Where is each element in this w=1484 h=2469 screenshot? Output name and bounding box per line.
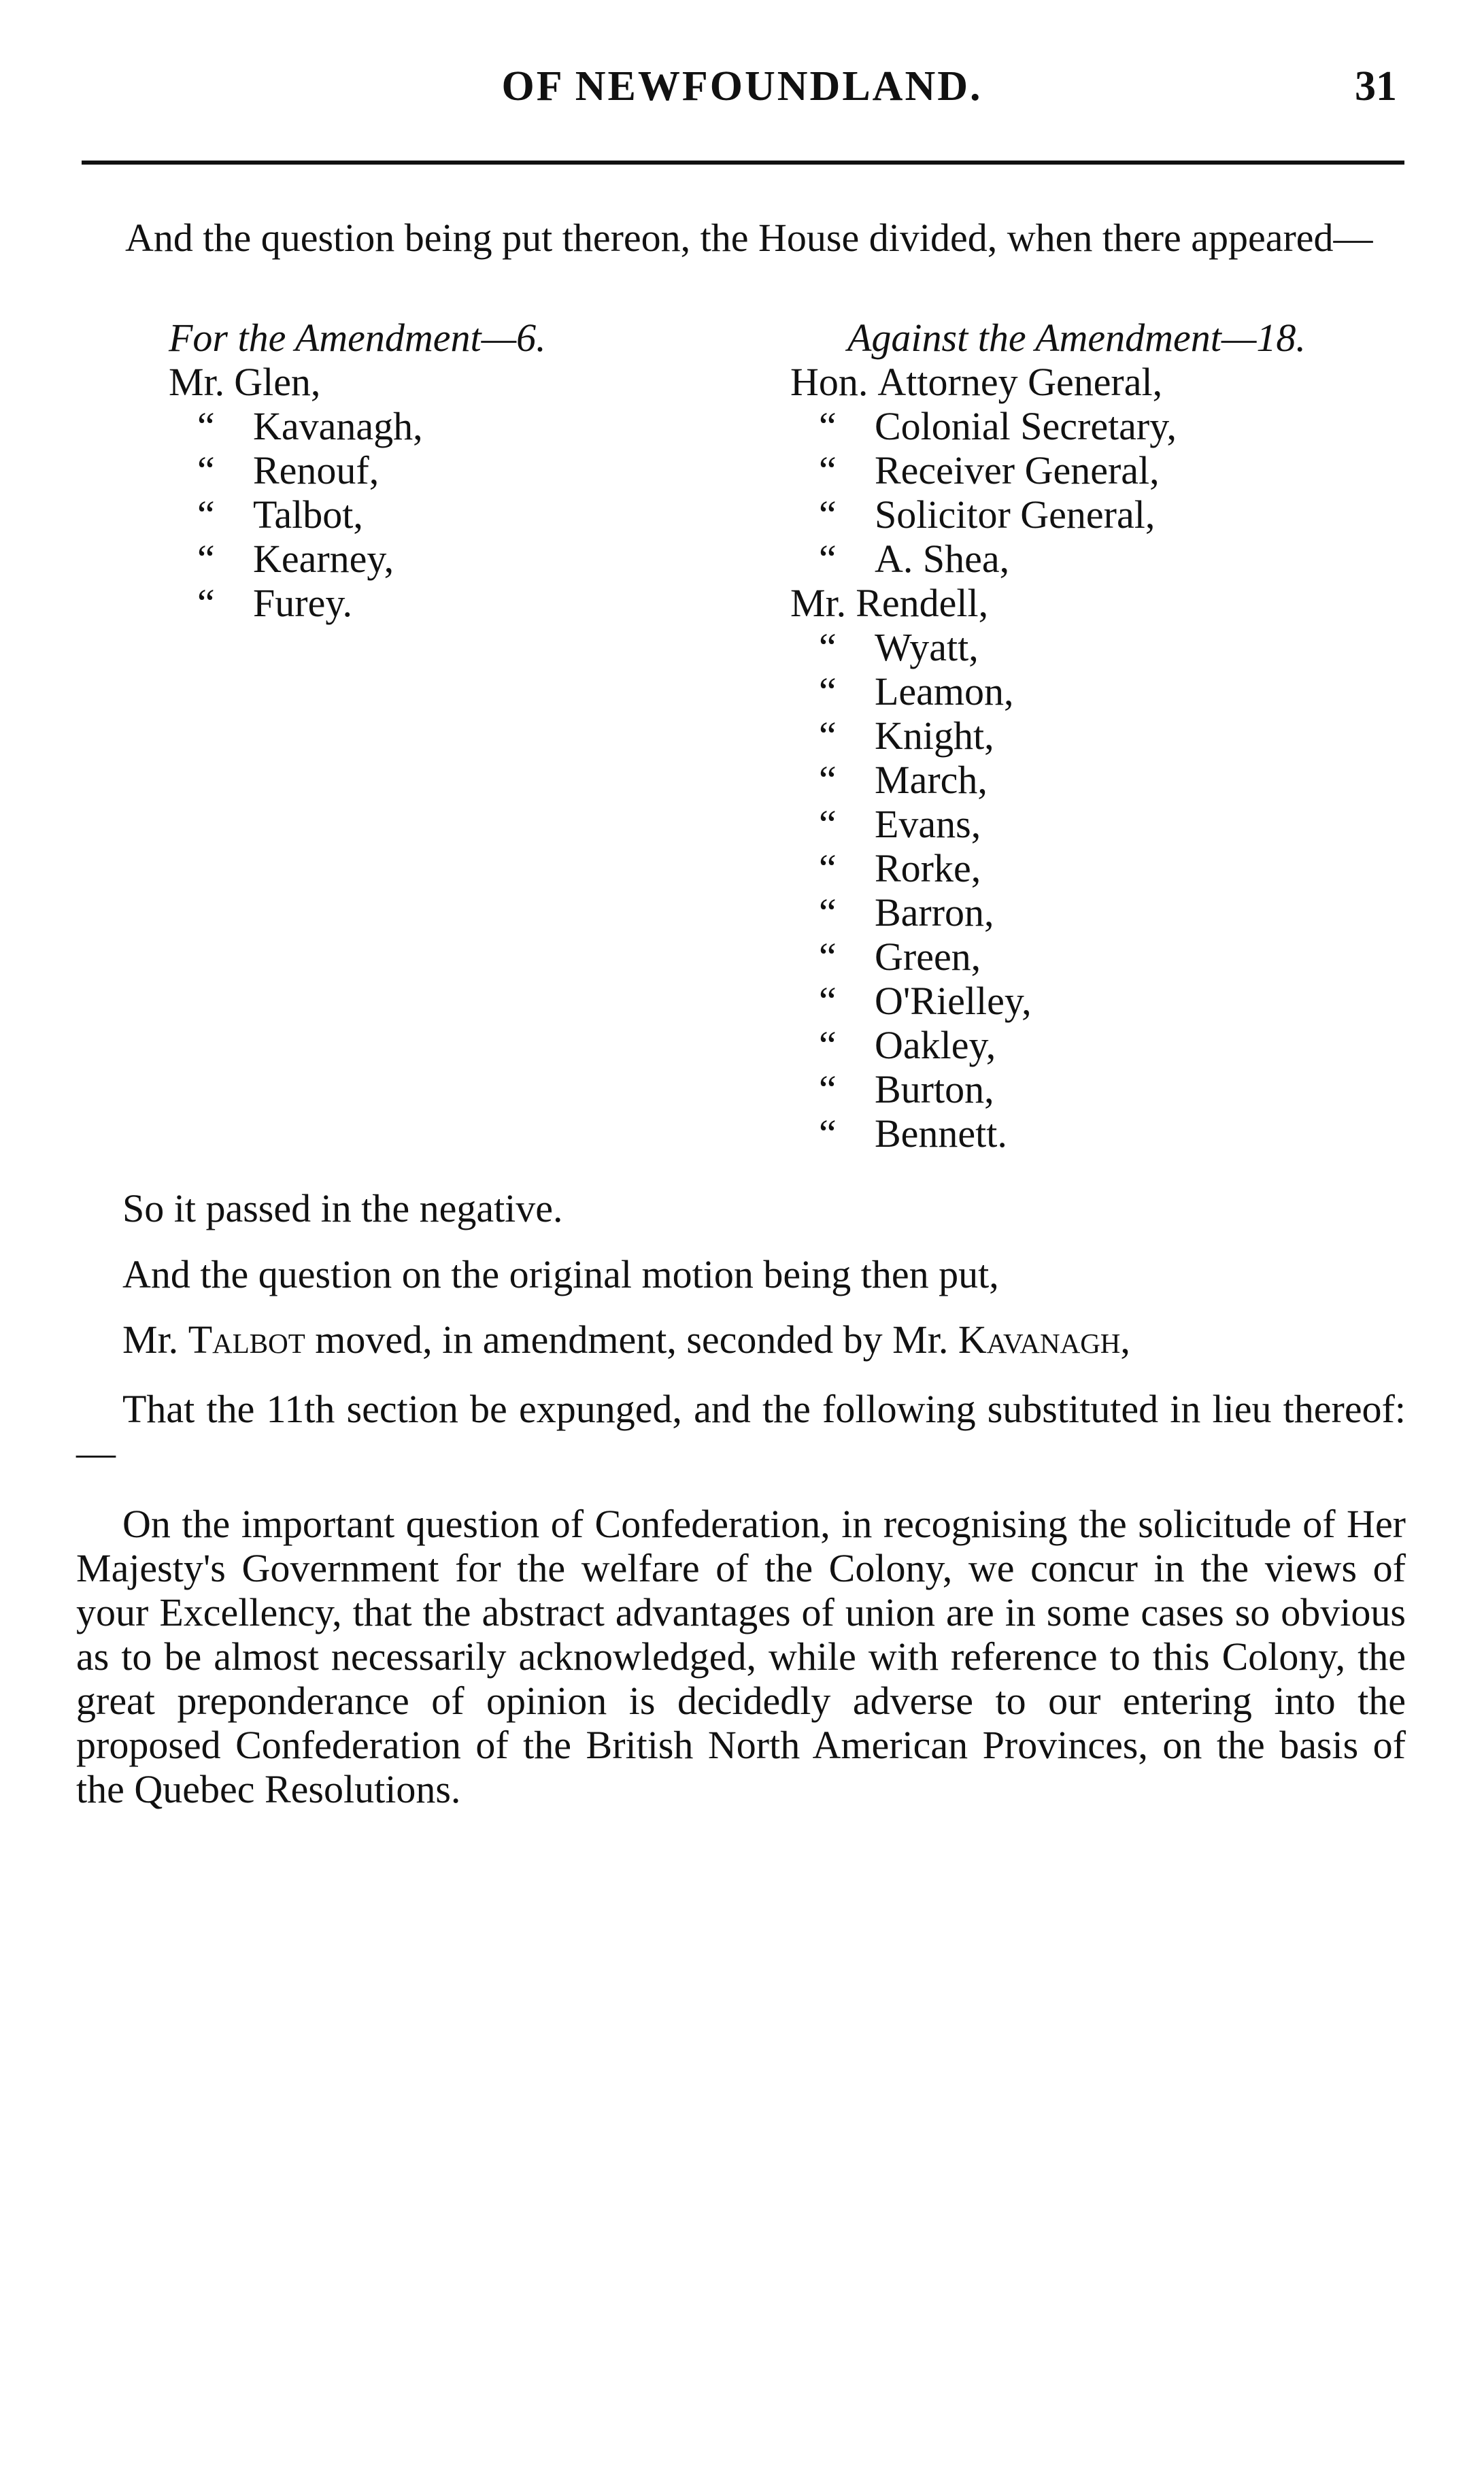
against-amendment-column bbox=[790, 316, 1402, 1156]
voter-name: Evans, bbox=[875, 802, 981, 846]
running-title: OF NEWFOUNDLAND. bbox=[501, 63, 983, 110]
ditto-mark: “ bbox=[819, 979, 837, 1023]
ditto-mark: “ bbox=[819, 935, 837, 979]
moved-text: moved, in amendment, seconded by bbox=[315, 1317, 883, 1362]
voter-prefix: Mr. bbox=[169, 360, 225, 404]
voter-name: Rendell, bbox=[856, 581, 989, 625]
voter-prefix: Hon. bbox=[790, 360, 869, 404]
header-rule bbox=[82, 161, 1404, 165]
running-head bbox=[0, 63, 1484, 124]
voter-name: Wyatt, bbox=[875, 625, 979, 669]
mover-name: Talbot bbox=[188, 1317, 305, 1362]
voter-against bbox=[790, 758, 1402, 802]
ditto-mark: “ bbox=[197, 448, 215, 492]
ditto-mark: “ bbox=[819, 890, 837, 935]
voter-against bbox=[790, 713, 1402, 758]
voter-against bbox=[790, 1067, 1402, 1111]
negative-result-paragraph: So it passed in the negative. bbox=[122, 1186, 563, 1230]
voter-against bbox=[790, 890, 1402, 935]
against-amendment-heading: Against the Amendment—18. bbox=[847, 316, 1306, 360]
moved-end-punctuation: , bbox=[1120, 1317, 1130, 1362]
voter-name: Kearney, bbox=[253, 537, 394, 581]
voter-name: Barron, bbox=[875, 890, 994, 935]
for-amendment-heading: For the Amendment—6. bbox=[169, 316, 546, 360]
voter-name: Rorke, bbox=[875, 846, 981, 890]
division-intro-paragraph: And the question being put thereon, the House divided, when there appeared— bbox=[125, 216, 1373, 260]
voter-for bbox=[169, 492, 781, 537]
mover-title: Mr. bbox=[122, 1317, 179, 1362]
voter-prefix: Mr. bbox=[790, 581, 847, 625]
for-amendment-column bbox=[169, 316, 781, 625]
ditto-mark: “ bbox=[197, 581, 215, 625]
ditto-mark: “ bbox=[819, 404, 837, 448]
original-motion-paragraph: And the question on the original motion being then put, bbox=[122, 1252, 999, 1296]
voter-for bbox=[169, 537, 781, 581]
moved-amendment-paragraph bbox=[122, 1318, 1401, 1362]
voter-name: Kavanagh, bbox=[253, 404, 423, 448]
voter-name: Solicitor General, bbox=[875, 492, 1156, 537]
voter-name: Colonial Secretary, bbox=[875, 404, 1177, 448]
ditto-mark: “ bbox=[819, 537, 837, 581]
voter-against bbox=[790, 360, 1402, 404]
voter-name: A. Shea, bbox=[875, 537, 1010, 581]
voter-name: Bennett. bbox=[875, 1111, 1007, 1156]
voter-against bbox=[790, 1111, 1402, 1156]
confederation-paragraph: On the important question of Confederation, in recognising the solicitude of Her Majesty's Government for the welfare of the Colony, we concur in the views of your Excellency, that the abstract advantages of union are in some cases so obvious as to be almost necessarily acknowledged, while with reference to this Colony, the great preponderance of opinion is decidedly adverse to our entering into the proposed Confederation of the British North American Provinces, on the basis of the Quebec Resolutions. bbox=[76, 1502, 1406, 1811]
voter-against bbox=[790, 404, 1402, 448]
voter-against bbox=[790, 492, 1402, 537]
voter-name: Renouf, bbox=[253, 448, 380, 492]
voter-for bbox=[169, 360, 781, 404]
voter-for bbox=[169, 404, 781, 448]
ditto-mark: “ bbox=[819, 713, 837, 758]
voter-name: Glen, bbox=[234, 360, 321, 404]
ditto-mark: “ bbox=[197, 537, 215, 581]
seconder-title: Mr. bbox=[892, 1317, 949, 1362]
ditto-mark: “ bbox=[819, 492, 837, 537]
voter-name: Furey. bbox=[253, 581, 353, 625]
voter-for bbox=[169, 581, 781, 625]
voter-name: Oakley, bbox=[875, 1023, 996, 1067]
voter-name: O'Rielley, bbox=[875, 979, 1032, 1023]
voter-against bbox=[790, 625, 1402, 669]
page-number: 31 bbox=[1355, 63, 1397, 110]
voter-against bbox=[790, 537, 1402, 581]
voter-against bbox=[790, 448, 1402, 492]
ditto-mark: “ bbox=[197, 404, 215, 448]
voter-name: Burton, bbox=[875, 1067, 994, 1111]
voter-name: Attorney General, bbox=[877, 360, 1163, 404]
ditto-mark: “ bbox=[819, 448, 837, 492]
voter-name: Leamon, bbox=[875, 669, 1014, 713]
voter-name: March, bbox=[875, 758, 988, 802]
ditto-mark: “ bbox=[819, 802, 837, 846]
voter-against bbox=[790, 802, 1402, 846]
ditto-mark: “ bbox=[197, 492, 215, 537]
ditto-mark: “ bbox=[819, 625, 837, 669]
voter-name: Receiver General, bbox=[875, 448, 1160, 492]
voter-against bbox=[790, 669, 1402, 713]
ditto-mark: “ bbox=[819, 1023, 837, 1067]
ditto-mark: “ bbox=[819, 1067, 837, 1111]
ditto-mark: “ bbox=[819, 758, 837, 802]
ditto-mark: “ bbox=[819, 1111, 837, 1156]
seconder-name: Kavanagh bbox=[958, 1317, 1121, 1362]
voter-for bbox=[169, 448, 781, 492]
voter-against bbox=[790, 581, 1402, 625]
ditto-mark: “ bbox=[819, 846, 837, 890]
ditto-mark: “ bbox=[819, 669, 837, 713]
voter-name: Talbot, bbox=[253, 492, 363, 537]
voter-against bbox=[790, 846, 1402, 890]
voter-name: Green, bbox=[875, 935, 981, 979]
voter-name: Knight, bbox=[875, 713, 994, 758]
expunge-section-paragraph: That the 11th section be expunged, and the following substituted in lieu thereof:— bbox=[76, 1387, 1406, 1475]
voter-against bbox=[790, 935, 1402, 979]
voter-against bbox=[790, 979, 1402, 1023]
voter-against bbox=[790, 1023, 1402, 1067]
